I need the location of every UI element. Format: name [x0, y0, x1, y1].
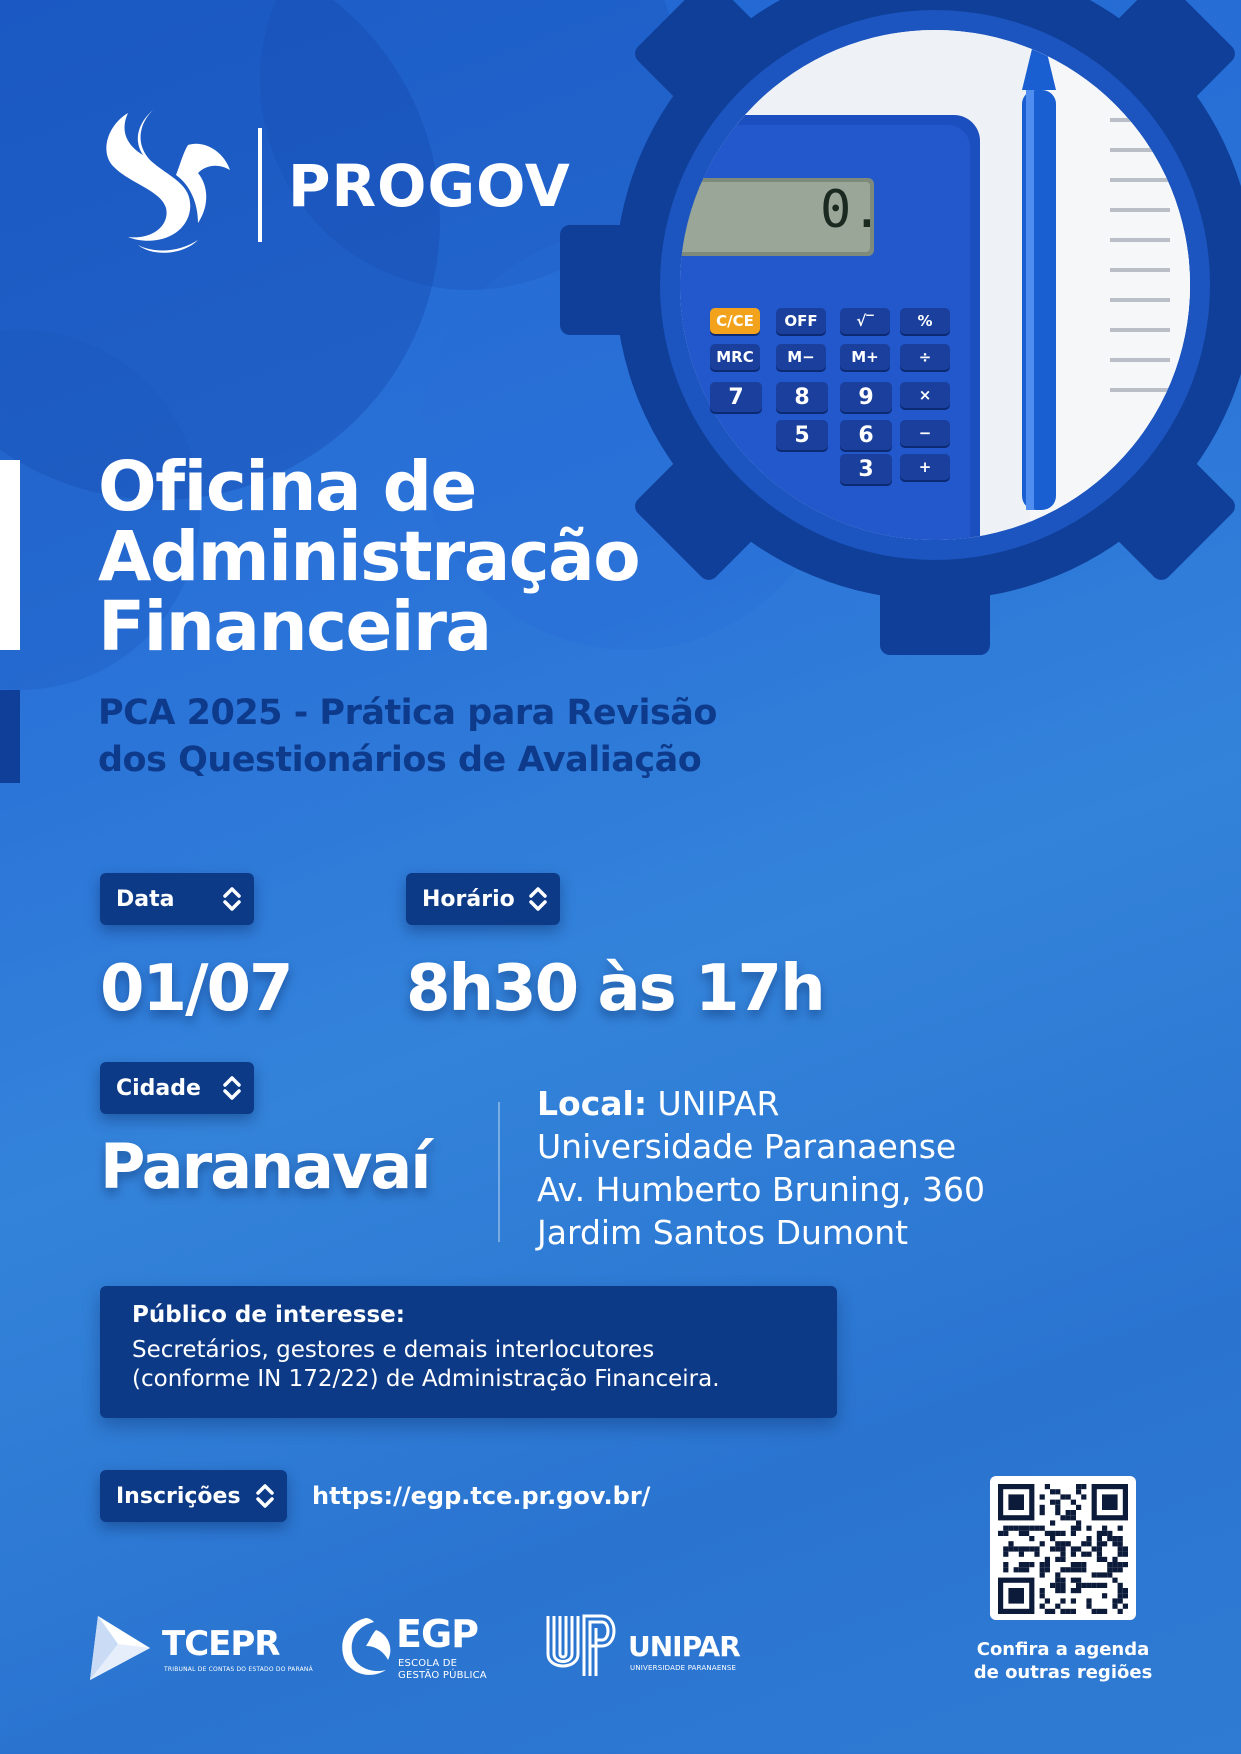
egp-name: EGP [396, 1612, 478, 1656]
calculator-key: C/CE [710, 308, 760, 334]
logo-divider [258, 128, 262, 242]
unipar-logo [544, 1614, 744, 1684]
egp-emblem-icon [336, 1612, 396, 1682]
qr-caption [960, 1638, 1166, 1684]
calculator-key: √‾ [840, 308, 890, 334]
side-accent-white [0, 460, 20, 650]
chevron-up-down-icon [255, 1483, 275, 1509]
calculator-display: 0. [820, 180, 883, 240]
tce-logo [88, 1614, 313, 1684]
brand-name: PROGOV [288, 152, 571, 220]
calculator-key: OFF [776, 308, 826, 334]
calculator-keypad [700, 308, 980, 538]
date-label: Data [116, 886, 175, 912]
unipar-up-logo-icon [544, 1614, 622, 1678]
calculator-key: M+ [840, 344, 890, 370]
subtitle-line-2: dos Questionários de Avaliação [98, 740, 702, 780]
city-label-pill [100, 1062, 254, 1114]
qr-caption-line-2: de outras regiões [973, 1662, 1153, 1683]
chevron-up-down-icon [222, 1075, 242, 1101]
time-value: 8h30 às 17h [406, 952, 824, 1026]
calculator-key: 5 [776, 420, 828, 450]
location-divider [498, 1102, 500, 1242]
calculator-key: + [900, 454, 950, 480]
time-label: Horário [422, 886, 515, 912]
page-subtitle [98, 690, 717, 784]
qr-code[interactable] [990, 1476, 1136, 1620]
qr-caption-line-1: Confira a agenda [976, 1639, 1150, 1660]
calculator-key: × [900, 382, 950, 408]
calculator-key: 3 [840, 454, 892, 484]
calculator-key: 8 [776, 382, 828, 412]
audience-box [100, 1286, 837, 1418]
registration-label: Inscrições [116, 1483, 241, 1509]
egp-logo [336, 1612, 506, 1684]
title-line-3: Financeira [98, 587, 491, 667]
subtitle-line-1: PCA 2025 - Prática para Revisão [98, 693, 717, 733]
registration-label-pill [100, 1470, 287, 1522]
calculator-key: 7 [710, 382, 762, 412]
progov-bird-logo-icon [98, 105, 238, 255]
egp-tagline-line-1: ESCOLA DE [398, 1658, 458, 1669]
calculator-key: MRC [710, 344, 760, 370]
side-accent-navy [0, 690, 20, 783]
egp-tagline-line-2: GESTÃO PÚBLICA [398, 1670, 487, 1681]
chevron-up-down-icon [528, 886, 548, 912]
location-line-2: Universidade Paranaense [537, 1127, 957, 1166]
registration-link[interactable]: https://egp.tce.pr.gov.br/ [312, 1482, 651, 1510]
chevron-up-down-icon [222, 886, 242, 912]
title-line-1: Oficina de [98, 447, 476, 527]
location-line-4: Jardim Santos Dumont [537, 1213, 909, 1252]
time-label-pill [406, 873, 560, 925]
page-title [98, 447, 640, 667]
tce-triangle-logo-icon [88, 1614, 154, 1682]
calculator-key: M− [776, 344, 826, 370]
tce-tagline: TRIBUNAL DE CONTAS DO ESTADO DO PARANÁ [164, 1666, 313, 1673]
date-value: 01/07 [100, 952, 292, 1026]
location-line-3: Av. Humberto Bruning, 360 [537, 1170, 985, 1209]
audience-line-1: Secretários, gestores e demais interlocutores [132, 1337, 655, 1363]
calculator-key: ÷ [900, 344, 950, 370]
unipar-name: UNIPAR [628, 1630, 740, 1663]
location-label: Local: [537, 1084, 648, 1123]
calculator-key: 9 [840, 382, 892, 412]
qr-code-icon [990, 1476, 1136, 1620]
city-value: Paranavaí [100, 1130, 430, 1203]
location-block [537, 1082, 985, 1254]
location-line-1: UNIPAR [657, 1084, 780, 1123]
calculator-key: 6 [840, 420, 892, 450]
date-label-pill [100, 873, 254, 925]
calculator-key: − [900, 420, 950, 446]
audience-heading: Público de interesse: [132, 1302, 405, 1328]
calculator-key: % [900, 308, 950, 334]
tce-name: TCEPR [162, 1624, 280, 1664]
unipar-tagline: UNIVERSIDADE PARANAENSE [630, 1664, 737, 1672]
audience-line-2: (conforme IN 172/22) de Administração Financeira. [132, 1366, 720, 1392]
city-label: Cidade [116, 1075, 201, 1101]
title-line-2: Administração [98, 517, 640, 597]
